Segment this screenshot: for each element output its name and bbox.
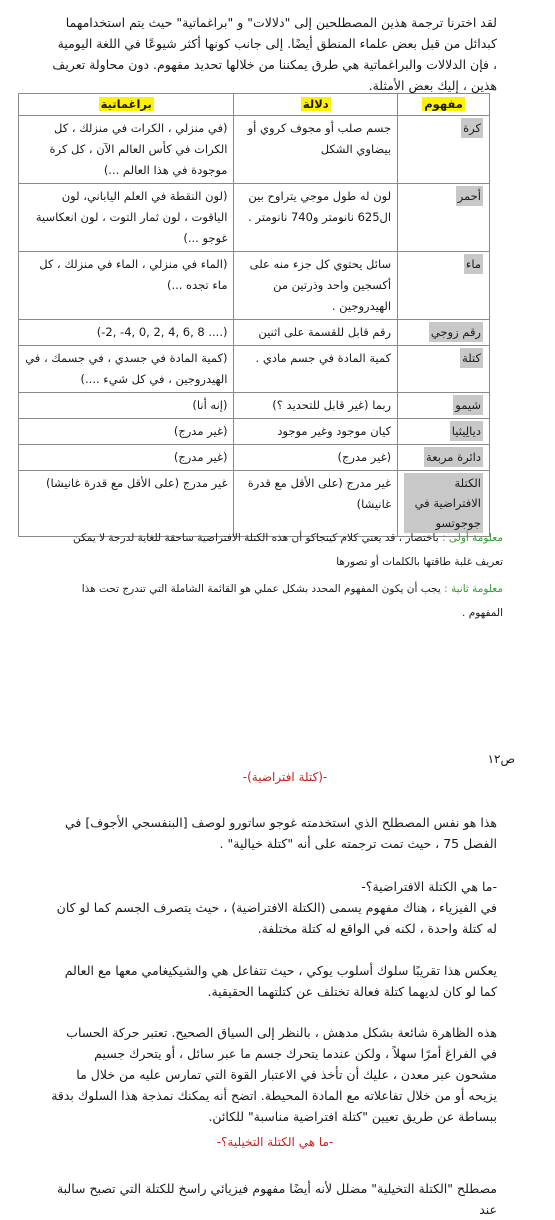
concept-cell: رقم زوجي bbox=[398, 320, 490, 346]
semantic-cell: (غير مدرج) bbox=[234, 445, 398, 471]
pragmatic-cell: (لون النقطة في العلم الياباني، لون الياقوت ، لون ثمار التوت ، لون انعكاسية غوجو ...) bbox=[19, 184, 234, 252]
paragraph-physics: في الفيزياء ، هناك مفهوم يسمى (الكتلة الافتراضية) ، حيث يتصرف الجسم كما لو كان له كتلة واحدة ، لكنه في الواقع له كتلة مختلفة. bbox=[56, 900, 497, 936]
paragraph-imaginary-mass: مصطلح "الكتلة التخيلية" مضلل لأنه أيضًا مفهوم فيزيائي راسخ للكتلة التي تصبح سالبة عند bbox=[56, 1181, 497, 1217]
pragmatic-cell: (كمية المادة في جسدي ، في جسمك ، في الهيدروجين ، في كل شيء ....) bbox=[19, 346, 234, 393]
pragmatic-cell: (.... 8 ,6 ,4 ,2 ,0 ,4- ,2-) bbox=[19, 320, 234, 346]
semantic-cell: سائل يحتوي كل جزء منه على أكسجين واحد وذرتين من الهيدروجين . bbox=[234, 252, 398, 320]
pragmatic-cell: (غير مدرج) bbox=[19, 445, 234, 471]
concept-cell: ديالِيثيا bbox=[398, 419, 490, 445]
semantic-cell: كمية المادة في جسم مادي . bbox=[234, 346, 398, 393]
table-row bbox=[19, 116, 490, 184]
concept-cell: الكتلة الافتراضية في جوجوتسو bbox=[398, 471, 490, 537]
header-concept: مفهوم bbox=[398, 94, 490, 116]
semantic-cell: ربما (غير قابل للتحديد ؟) bbox=[234, 393, 398, 419]
semantic-cell: غير مدرج (على الأقل مع قدرة غانيشا) bbox=[234, 471, 398, 537]
table-row bbox=[19, 445, 490, 471]
concept-cell: ماء bbox=[398, 252, 490, 320]
note-first-label: معلومة أولى : bbox=[442, 532, 503, 544]
concept-cell: دائرة مربعة bbox=[398, 445, 490, 471]
paragraph-yuki: يعكس هذا تقريبًا سلوك أسلوب يوكي ، حيث تتفاعل هي والشيكيغامي معها مع العالم كما لو كان لديهما كتلة فعالة تختلف عن كتلتهما الحقيقية. bbox=[64, 963, 497, 999]
pragmatic-cell: (في منزلي ، الكرات في منزلك ، كل الكرات في كأس العالم الآن ، كل كرة موجودة في هذا العالم ...) bbox=[19, 116, 234, 184]
semantic-cell: كيان موجود وغير موجود bbox=[234, 419, 398, 445]
concept-cell: كتلة bbox=[398, 346, 490, 393]
note-first bbox=[58, 526, 503, 574]
header-pragmatic: براغماتية bbox=[19, 94, 234, 116]
note-second-text: يجب أن يكون المفهوم المحدد بشكل عملي هو القائمة الشاملة التي تندرج تحت هذا المفهوم . bbox=[81, 583, 503, 619]
table-header-row bbox=[19, 94, 490, 116]
table-row bbox=[19, 419, 490, 445]
semantic-cell: جسم صلب أو مجوف كروي أو بيضاوي الشكل bbox=[234, 116, 398, 184]
note-second bbox=[58, 577, 503, 625]
semantic-cell: لون له طول موجي يتراوح بين ال625 نانومتر و740 نانومتر . bbox=[234, 184, 398, 252]
section-heading-virtual-mass: -(كتلة افتراضية)- bbox=[242, 770, 328, 784]
question-virtual-mass: -ما هي الكتلة الافتراضية؟- bbox=[361, 879, 497, 894]
intro-paragraph: لقد اخترنا ترجمة هذين المصطلحين إلى "دلالات" و "براغماتية" حيث يتم استخدامهما كبدائل من قبل بعض علماء المنطق أيضًا. إلى جانب كونها أكثر شيوعًا في اللغة اليومية ، فإن الدلالات والبراغماتية هي طرق يمكننا من خلالها تحديد مفهوم. دون محاولة تعريف هذين ، إليك بعض الأمثلة. bbox=[52, 15, 497, 93]
concept-cell: شيمو bbox=[398, 393, 490, 419]
pragmatic-cell: (غير مدرج) bbox=[19, 419, 234, 445]
table-row bbox=[19, 252, 490, 320]
concept-cell: أحمر bbox=[398, 184, 490, 252]
section-heading-imaginary-mass: -ما هي الكتلة التخيلية؟- bbox=[216, 1135, 334, 1149]
paragraph-phenomenon: هذه الظاهرة شائعة بشكل مدهش ، بالنظر إلى السياق الصحيح. تعتبر حركة الحساب في الفراغ أمرًا سهلاً ، ولكن عندما يتحرك جسم ما عبر سائل ، أو يتحرك جسيم مشحون عبر معدن ، عليك أن تأخذ في الاعتبار القوة التي تمارس عليه من خلال ما يزيحه أو من خلال تفاعلاته مع المادة المحيطة. اتضح أنه يمكنك نمذجة هذا السلوك بدقة ببساطة عن طريق تعيين "كتلة افتراضية مناسبة" للكائن. bbox=[51, 1025, 497, 1124]
concepts-table bbox=[18, 93, 490, 537]
table-row bbox=[19, 346, 490, 393]
table-row bbox=[19, 393, 490, 419]
semantic-cell: رقم قابل للقسمة على اثنين bbox=[234, 320, 398, 346]
concept-cell: كرة bbox=[398, 116, 490, 184]
table-row bbox=[19, 184, 490, 252]
page-number: ص١٢ bbox=[487, 752, 515, 766]
table-row bbox=[19, 320, 490, 346]
pragmatic-cell: غير مدرج (على الأقل مع قدرة غانيشا) bbox=[19, 471, 234, 537]
header-semantic: دلالة bbox=[234, 94, 398, 116]
note-first-text: باختصار ، قد يعني كلام كينجاكو أن هذه الكتلة الافتراضية ساحقة للغاية لدرجة لا يمكن تعريف غلبة طاقتها بالكلمات أو تصورها bbox=[72, 532, 503, 568]
note-second-label: معلومة ثانية : bbox=[444, 583, 503, 595]
pragmatic-cell: (إنه أنا) bbox=[19, 393, 234, 419]
pragmatic-cell: (الماء في منزلي ، الماء في منزلك ، كل ماء تجده ...) bbox=[19, 252, 234, 320]
paragraph-term-origin: هذا هو نفس المصطلح الذي استخدمته غوجو ساتورو لوصف [البنفسجي الأجوف] في الفصل 75 ، حيث تمت ترجمته على أنه "كتلة خيالية" . bbox=[64, 815, 497, 851]
